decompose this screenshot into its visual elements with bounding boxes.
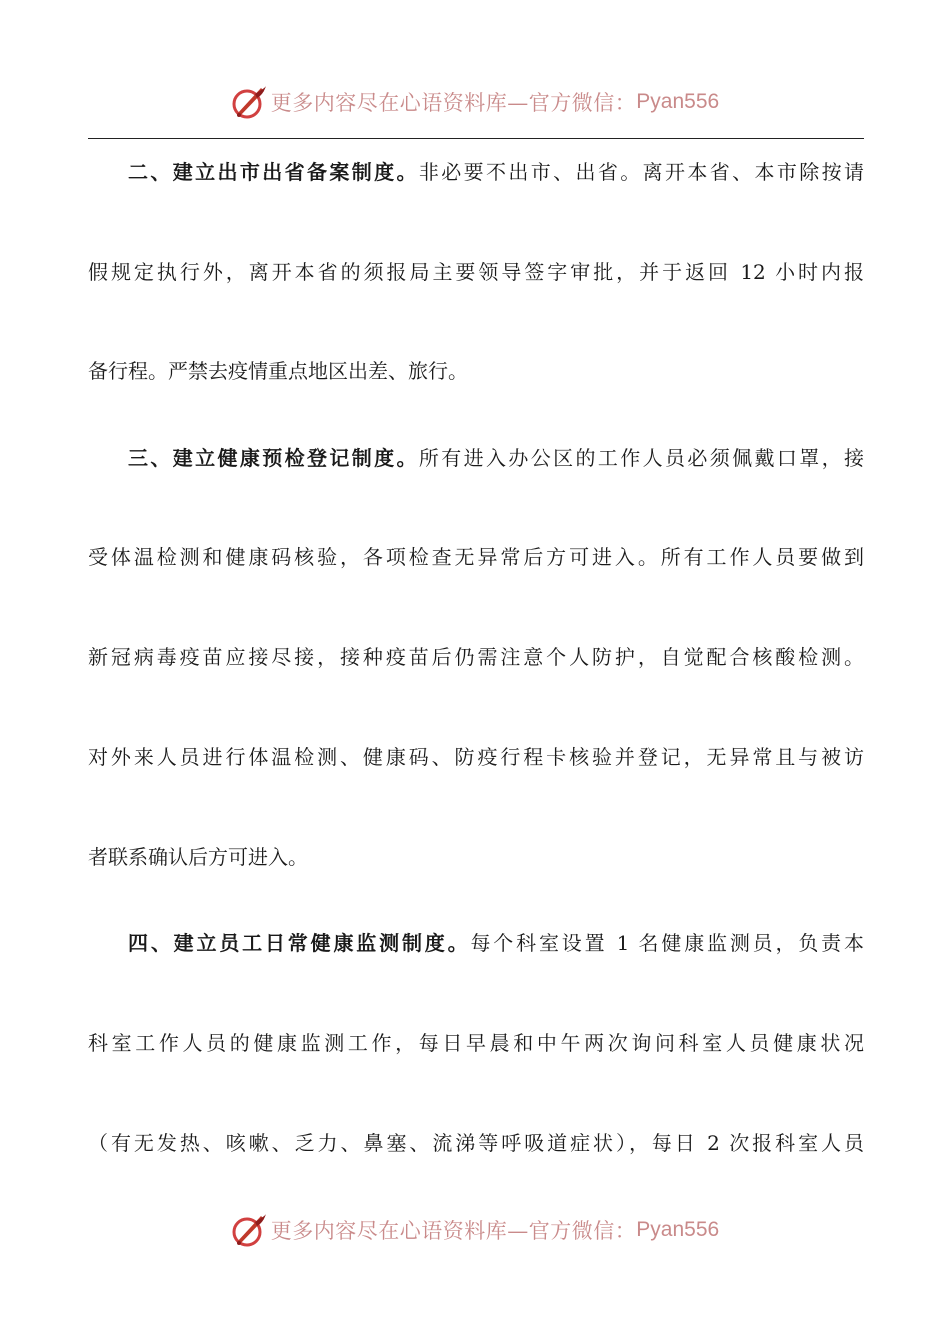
- s3-line1-text: 所有进入办公区的工作人员必须佩戴口罩，接: [418, 446, 864, 470]
- s3-line-2: 受体温检测和健康码核验，各项检查无异常后方可进入。所有工作人员要做到: [88, 545, 864, 569]
- header-banner-wechat: Pyan556: [636, 90, 720, 113]
- header-divider: [88, 138, 864, 139]
- s4-line-2: 科室工作人员的健康监测工作，每日早晨和中午两次询问科室人员健康状况: [88, 1031, 864, 1055]
- header-banner-text: 更多内容尽在心语资料库—官方微信：: [270, 91, 637, 115]
- s4-line1-text: 每个科室设置 1 名健康监测员，负责本: [470, 931, 864, 955]
- s3-line-4: 对外来人员进行体温检测、健康码、防疫行程卡核验并登记，无异常且与被访: [88, 745, 864, 769]
- footer-banner-wechat: Pyan556: [636, 1218, 720, 1241]
- s2-heading: 二、建立出市出省备案制度。: [128, 160, 419, 184]
- s3-line-3: 新冠病毒疫苗应接尽接，接种疫苗后仍需注意个人防护，自觉配合核酸检测。: [88, 645, 864, 669]
- quill-logo-icon: [231, 1212, 267, 1248]
- s2-line1-text: 非必要不出市、出省。离开本省、本市除按请: [418, 160, 864, 184]
- header-banner: [0, 80, 950, 124]
- s2-line-1: [128, 157, 864, 187]
- footer-banner-text: 更多内容尽在心语资料库—官方微信：: [270, 1219, 637, 1243]
- s4-line-3: （有无发热、咳嗽、乏力、鼻塞、流涕等呼吸道症状），每日 2 次报科室人员: [88, 1131, 864, 1155]
- s3-line-5: 者联系确认后方可进入。: [88, 845, 308, 869]
- s3-heading: 三、建立健康预检登记制度。: [128, 446, 419, 470]
- quill-logo-icon: [231, 84, 267, 120]
- s4-heading: 四、建立员工日常健康监测制度。: [128, 931, 471, 955]
- s2-line-2: 假规定执行外，离开本省的须报局主要领导签字审批，并于返回 12 小时内报: [88, 260, 864, 284]
- s2-line-3: 备行程。严禁去疫情重点地区出差、旅行。: [88, 359, 468, 383]
- footer-banner: [0, 1208, 950, 1252]
- s4-line-1: [128, 928, 864, 958]
- s3-line-1: [128, 443, 864, 473]
